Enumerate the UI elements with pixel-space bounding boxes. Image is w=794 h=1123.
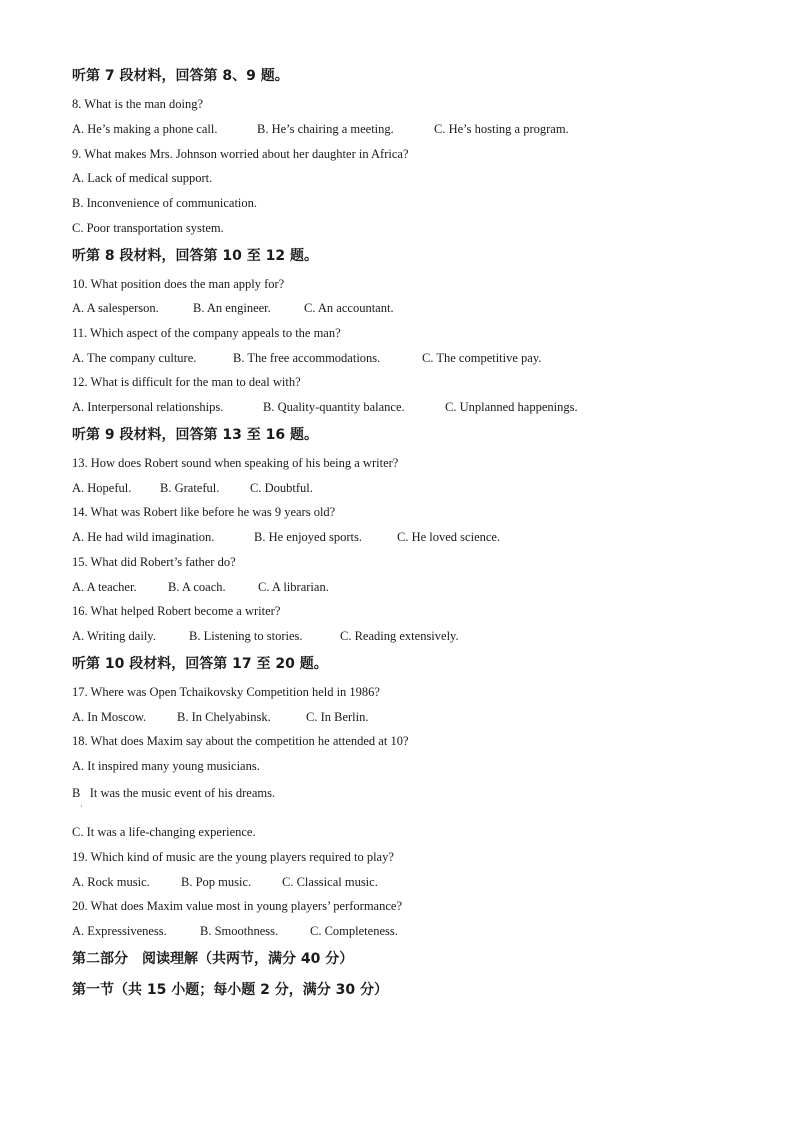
question-20: 20. What does Maxim value most in young players’ performance? <box>72 899 402 913</box>
option-15c: C. A librarian. <box>258 580 329 594</box>
question-10: 10. What position does the man apply for? <box>72 277 285 291</box>
option-13b: B. Grateful. <box>160 481 220 495</box>
part-two-section-one-heading: 第一节（共 15 小题；每小题 2 分，满分 30 分） <box>72 982 388 998</box>
option-11b: B. The free accommodations. <box>233 351 381 365</box>
section-heading-7: 听第 7 段材料，回答第 8、9 题。 <box>72 68 289 84</box>
section-heading-8: 听第 8 段材料，回答第 10 至 12 题。 <box>72 248 318 264</box>
option-18c: C. It was a life-changing experience. <box>72 825 256 839</box>
question-15: 15. What did Robert’s father do? <box>72 555 236 569</box>
option-15b: B. A coach. <box>168 580 226 594</box>
option-16c: C. Reading extensively. <box>340 629 459 643</box>
option-12c: C. Unplanned happenings. <box>445 400 578 414</box>
option-15a: A. A teacher. <box>72 580 137 594</box>
stray-dot: · <box>80 802 83 811</box>
option-14a: A. He had wild imagination. <box>72 530 215 544</box>
question-13: 13. How does Robert sound when speaking of his being a writer? <box>72 456 399 470</box>
option-13c: C. Doubtful. <box>250 481 313 495</box>
option-8b: B. He’s chairing a meeting. <box>257 122 394 136</box>
option-16b: B. Listening to stories. <box>189 629 303 643</box>
question-17: 17. Where was Open Tchaikovsky Competition held in 1986? <box>72 685 380 699</box>
option-11c: C. The competitive pay. <box>422 351 542 365</box>
option-14c: C. He loved science. <box>397 530 501 544</box>
option-13a: A. Hopeful. <box>72 481 132 495</box>
option-10a: A. A salesperson. <box>72 301 159 315</box>
option-19a: A. Rock music. <box>72 875 150 889</box>
option-18b: B It was the music event of his dreams. <box>72 786 276 800</box>
option-10b: B. An engineer. <box>193 301 271 315</box>
option-14b: B. He enjoyed sports. <box>254 530 362 544</box>
option-17a: A. In Moscow. <box>72 710 147 724</box>
part-two-heading: 第二部分 阅读理解（共两节，满分 40 分） <box>72 951 354 967</box>
question-19: 19. Which kind of music are the young players required to play? <box>72 850 394 864</box>
option-9c: C. Poor transportation system. <box>72 221 224 235</box>
section-heading-9: 听第 9 段材料，回答第 13 至 16 题。 <box>72 427 318 443</box>
section-heading-10: 听第 10 段材料，回答第 17 至 20 题。 <box>72 656 328 672</box>
question-14: 14. What was Robert like before he was 9 years old? <box>72 505 336 519</box>
option-12b: B. Quality-quantity balance. <box>263 400 405 414</box>
option-17b: B. In Chelyabinsk. <box>177 710 271 724</box>
option-8c: C. He’s hosting a program. <box>434 122 569 136</box>
option-20a: A. Expressiveness. <box>72 924 167 938</box>
option-10c: C. An accountant. <box>304 301 394 315</box>
option-20b: B. Smoothness. <box>200 924 279 938</box>
question-18: 18. What does Maxim say about the competition he attended at 10? <box>72 734 409 748</box>
option-9a: A. Lack of medical support. <box>72 171 213 185</box>
option-12a: A. Interpersonal relationships. <box>72 400 224 414</box>
option-11a: A. The company culture. <box>72 351 197 365</box>
question-8: 8. What is the man doing? <box>72 97 203 111</box>
option-19c: C. Classical music. <box>282 875 378 889</box>
question-12: 12. What is difficult for the man to deal with? <box>72 375 301 389</box>
option-16a: A. Writing daily. <box>72 629 156 643</box>
option-8a: A. He’s making a phone call. <box>72 122 218 136</box>
option-17c: C. In Berlin. <box>306 710 369 724</box>
option-19b: B. Pop music. <box>181 875 252 889</box>
option-9b: B. Inconvenience of communication. <box>72 196 258 210</box>
question-11: 11. Which aspect of the company appeals to the man? <box>72 326 341 340</box>
option-18a: A. It inspired many young musicians. <box>72 759 260 773</box>
question-16: 16. What helped Robert become a writer? <box>72 604 281 618</box>
option-20c: C. Completeness. <box>310 924 398 938</box>
question-9: 9. What makes Mrs. Johnson worried about her daughter in Africa? <box>72 147 409 161</box>
